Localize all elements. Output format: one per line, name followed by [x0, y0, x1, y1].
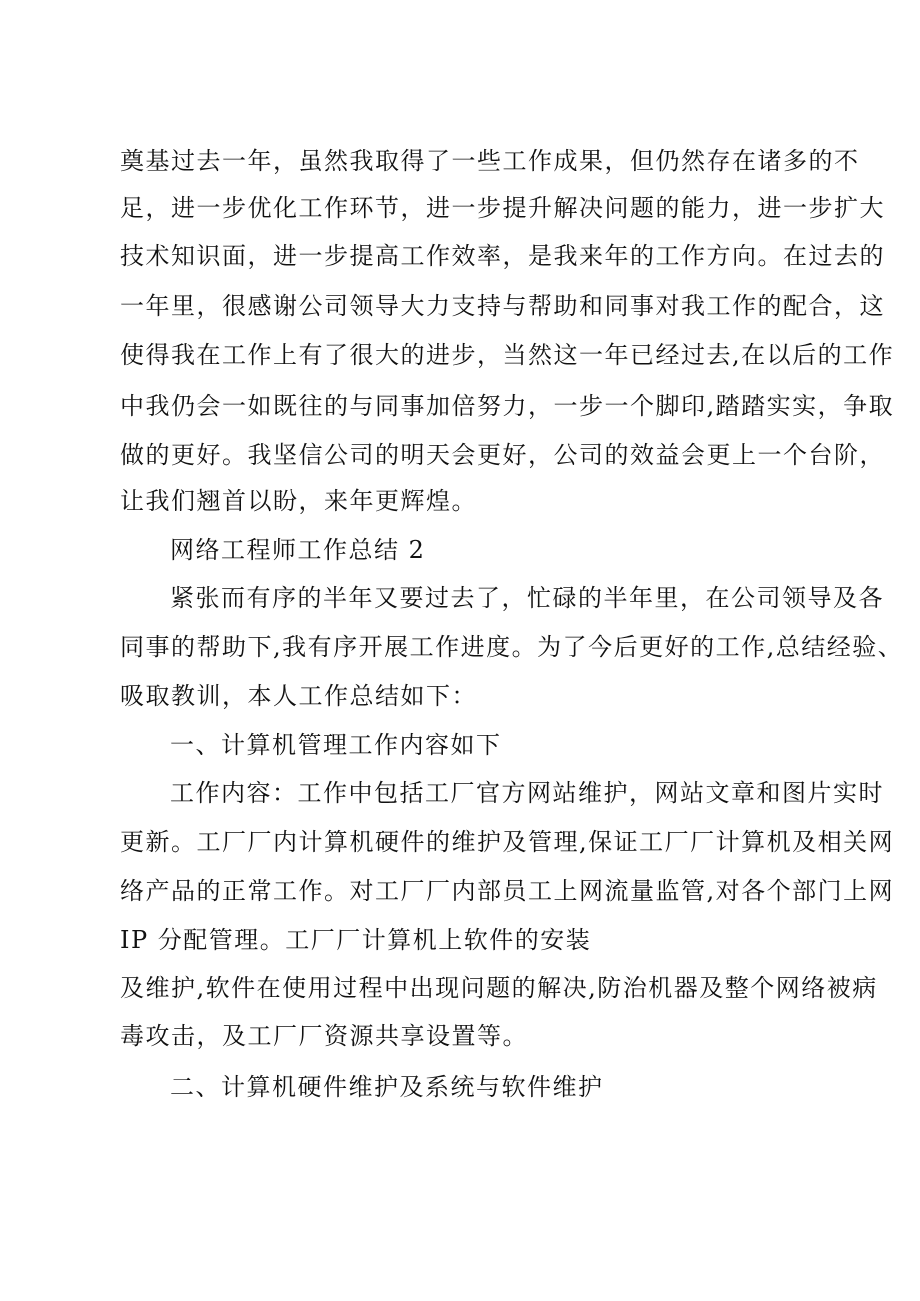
paragraph-line: 同事的帮助下,我有序开展工作进度。为了今后更好的工作,总结经验、	[120, 633, 904, 661]
section-heading: 一、计算机管理工作内容如下	[170, 731, 502, 759]
paragraph-line: 足，进一步优化工作环节，进一步提升解决问题的能力，进一步扩大	[120, 194, 885, 222]
paragraph-line: 奠基过去一年，虽然我取得了一些工作成果，但仍然存在诸多的不	[120, 147, 860, 175]
paragraph-line: IP 分配管理。工厂厂计算机上软件的安装	[120, 926, 592, 954]
paragraph-line: 更新。工厂厂内计算机硬件的维护及管理,保证工厂厂计算机及相关网	[120, 828, 895, 856]
paragraph-line: 一年里，很感谢公司领导大力支持与帮助和同事对我工作的配合，这	[120, 292, 885, 320]
section-title: 网络工程师工作总结 2	[170, 536, 426, 564]
paragraph-line: 让我们翘首以盼，来年更辉煌。	[120, 487, 477, 515]
paragraph-line: 吸取教训，本人工作总结如下：	[120, 682, 477, 710]
paragraph-line: 做的更好。我坚信公司的明天会更好，公司的效益会更上一个台阶，	[120, 441, 885, 469]
paragraph-line: 及维护,软件在使用过程中出现问题的解决,防治机器及整个网络被病	[120, 974, 878, 1002]
section-heading: 二、计算机硬件维护及系统与软件维护	[170, 1073, 604, 1101]
paragraph-line: 使得我在工作上有了很大的进步，当然这一年已经过去,在以后的工作	[120, 341, 895, 369]
paragraph-line: 中我仍会一如既往的与同事加倍努力，一步一个脚印,踏踏实实，争取	[120, 392, 895, 420]
paragraph-line: 技术知识面，进一步提高工作效率，是我来年的工作方向。在过去的	[120, 242, 885, 270]
paragraph-line: 络产品的正常工作。对工厂厂内部员工上网流量监管,对各个部门上网	[120, 877, 895, 905]
paragraph-line: 毒攻击，及工厂厂资源共享设置等。	[120, 1022, 528, 1050]
paragraph-line: 紧张而有序的半年又要过去了，忙碌的半年里，在公司领导及各	[170, 584, 884, 612]
paragraph-line: 工作内容：工作中包括工厂官方网站维护，网站文章和图片实时	[170, 779, 884, 807]
